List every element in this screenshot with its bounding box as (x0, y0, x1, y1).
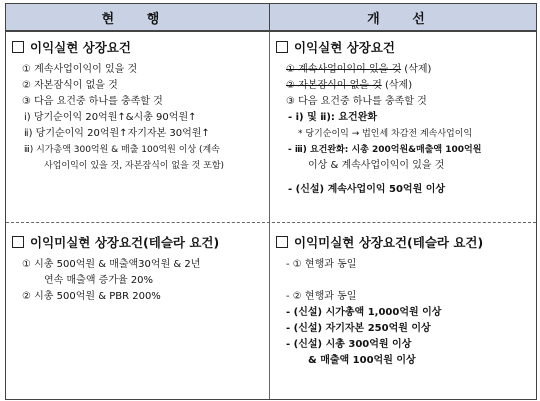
header-current: 현 행 (6, 4, 269, 31)
current-profit-line-1: ① 계속사업이익이 있을 것 (22, 64, 138, 75)
improved-profit-line-2 (276, 78, 530, 94)
improved-profit-line-3: ③ 다음 요건중 하나를 충족할 것 (286, 96, 427, 107)
current-loss-cell (6, 223, 269, 399)
improved-loss-line-6: & 매출액 100억원 이상 (308, 355, 416, 366)
improved-profit-line-7: 이상 & 계속사업이익이 있을 것 (308, 160, 445, 171)
improved-loss-cell (270, 223, 536, 399)
current-loss-line-2: 연속 매출액 증가율 20% (44, 275, 154, 286)
current-profit-line-6: ⅲ) 시가총액 300억원 & 매출 100억원 이상 (계속 (24, 145, 220, 155)
improved-loss-line-5: - (신설) 시총 300억원 이상 (286, 339, 412, 350)
deleted-marker-2: (삭제) (384, 80, 413, 91)
spacer (276, 273, 530, 289)
current-profit-line-3: ③ 다음 요건중 하나를 충족할 것 (22, 96, 163, 107)
current-loss-line-1: ① 시총 500억원 & 매출액30억원 & 2년 (22, 259, 201, 270)
improved-profit-line-8: - (신설) 계속사업이익 50억원 이상 (288, 184, 446, 195)
current-profit-line-5: ⅱ) 당기순이익 20억원↑자기자본 30억원↑ (24, 128, 210, 139)
improved-profit-cell (270, 32, 536, 222)
improved-profit-line-5: * 당기순이익 → 법인세 차감전 계속사업이익 (298, 129, 473, 139)
improved-loss-line-3: - (신설) 시가총액 1,000억원 이상 (286, 307, 442, 318)
improved-profit-title: 이익실현 상장요건 (294, 40, 395, 55)
current-profit-title: 이익실현 상장요건 (30, 40, 131, 55)
current-profit-heading (12, 38, 263, 56)
improved-profit-line-1 (276, 62, 530, 78)
current-profit-line-7: 사업이익이 있을 것, 자본잠식이 없을 것 포함) (44, 161, 225, 171)
checkbox-square-icon (12, 236, 24, 248)
improved-loss-line-1: - ① 현행과 동일 (286, 259, 357, 270)
improved-loss-heading (276, 233, 530, 251)
comparison-table (5, 3, 537, 400)
deleted-requirement-1: ① 계속사업이익이 있을 것 (286, 64, 402, 75)
current-profit-line-2: ② 자본잠식이 없을 것 (22, 80, 118, 91)
current-profit-line-4: ⅰ) 당기순이익 20억원↑&시총 90억원↑ (24, 112, 197, 123)
improved-profit-heading (276, 38, 530, 56)
current-profit-cell (6, 32, 269, 222)
checkbox-square-icon (276, 236, 288, 248)
improved-profit-line-6: - ⅲ) 요건완화: 시총 200억원&매출액 100억원 (288, 145, 482, 155)
deleted-requirement-2: ② 자본잠식이 없을 것 (286, 80, 382, 91)
deleted-marker-1: (삭제) (404, 64, 432, 75)
improved-loss-line-4: - (신설) 자기자본 250억원 이상 (286, 323, 431, 334)
checkbox-square-icon (276, 41, 288, 53)
current-loss-line-3: ② 시총 500억원 & PBR 200% (22, 291, 161, 302)
improved-loss-title: 이익미실현 상장요건(테슬라 요건) (294, 235, 484, 250)
improved-profit-line-4: - ⅰ) 및 ⅱ): 요건완화 (288, 112, 378, 123)
header-improved: 개 선 (270, 4, 536, 31)
spacer (276, 174, 530, 182)
checkbox-square-icon (12, 41, 24, 53)
current-loss-title: 이익미실현 상장요건(테슬라 요건) (30, 235, 220, 250)
current-loss-heading (12, 233, 263, 251)
improved-loss-line-2: - ② 현행과 동일 (286, 291, 357, 302)
